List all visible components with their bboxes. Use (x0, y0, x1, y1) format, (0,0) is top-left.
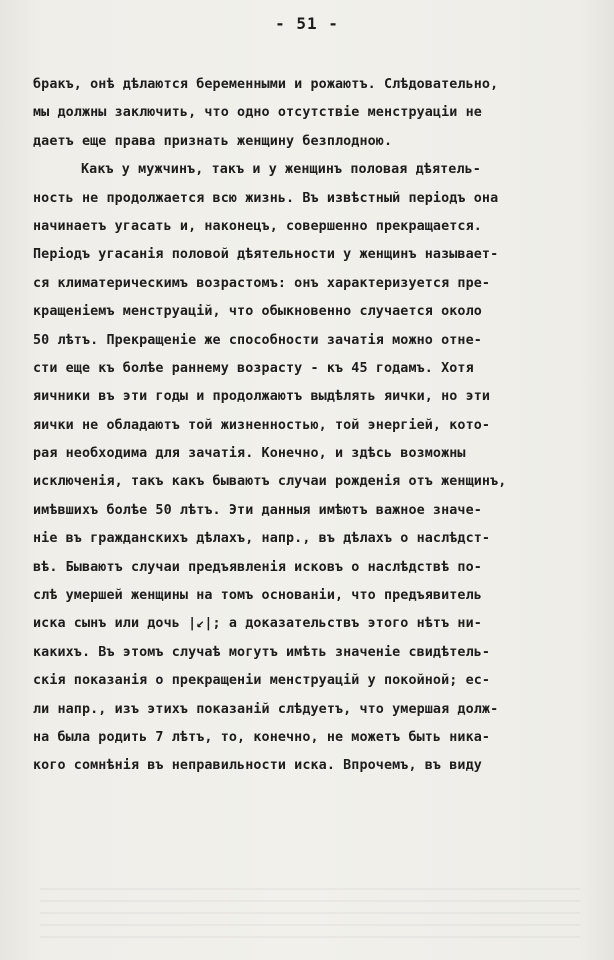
bleed-through-shadow (40, 878, 580, 938)
text-line: яички не обладаютъ той жизненностью, той энергіей, кото- (33, 417, 491, 433)
text-line: мы должны заключить, что одно отсутствіе менструаціи не (33, 105, 482, 121)
text-line: исключенія, такъ какъ бываютъ случаи рожденія отъ женщинъ, (33, 474, 507, 490)
text-line: начинаетъ угасать и, наконецъ, совершенно прекращается. (33, 218, 482, 234)
text-line: Какъ у мужчинъ, такъ и у женщинъ половая дѣятель- (81, 162, 481, 178)
text-line: слѣ умершей женщины на томъ основаніи, что предъявитель (33, 588, 482, 604)
text-line: бракъ, онѣ дѣлаются беременными и рожаютъ. Слѣдовательно, (33, 77, 499, 92)
text-line: кращеніемъ менструацій, что обыкновенно случается около (33, 304, 482, 320)
page-number: - 51 - (275, 14, 339, 33)
text-line: на была родить 7 лѣтъ, то, конечно, не можетъ быть ника- (33, 729, 491, 745)
text-line: сти еще къ болѣе раннему возрасту - къ 45 годамъ. Хотя (33, 360, 474, 376)
text-line: кого сомнѣнія въ неправильности иска. Впрочемъ, въ виду (33, 758, 482, 774)
text-line: какихъ. Въ этомъ случаѣ могутъ имѣть значеніе свидѣтель- (33, 644, 491, 660)
text-line: ніе въ гражданскихъ дѣлахъ, напр., въ дѣлахъ о наслѣдст- (33, 531, 491, 547)
text-line: яичники въ эти годы и продолжаютъ выдѣлять яички, но эти (33, 389, 491, 405)
text-line: 50 лѣтъ. Прекращеніе же способности зачатія можно отне- (33, 332, 482, 348)
text-line: рая необходима для зачатія. Конечно, и здѣсь возможны (33, 446, 466, 462)
body-text (33, 71, 593, 781)
text-line: Періодъ угасанія половой дѣятельности у женщинъ называет- (33, 247, 499, 263)
text-line: ность не продолжается всю жизнь. Въ извѣстный періодъ она (33, 190, 499, 206)
text-line: ли напр., изъ этихъ показаній слѣдуетъ, что умершая долж- (33, 701, 499, 717)
text-line: иска сынъ или дочь |↙|; а доказательствъ этого нѣтъ ни- (33, 616, 482, 632)
text-line: вѣ. Бываютъ случаи предъявленія исковъ о наслѣдствѣ по- (33, 559, 482, 575)
text-line: ся климатерическимъ возрастомъ: онъ характеризуется пре- (33, 275, 491, 291)
text-line: даетъ еще права признать женщину безплодною. (33, 133, 393, 149)
text-line: имѣвшихъ болѣе 50 лѣтъ. Эти данныя имѣютъ важное значе- (33, 502, 482, 518)
text-line: скія показанія о прекращеніи менструацій у покойной; ес- (33, 673, 491, 689)
